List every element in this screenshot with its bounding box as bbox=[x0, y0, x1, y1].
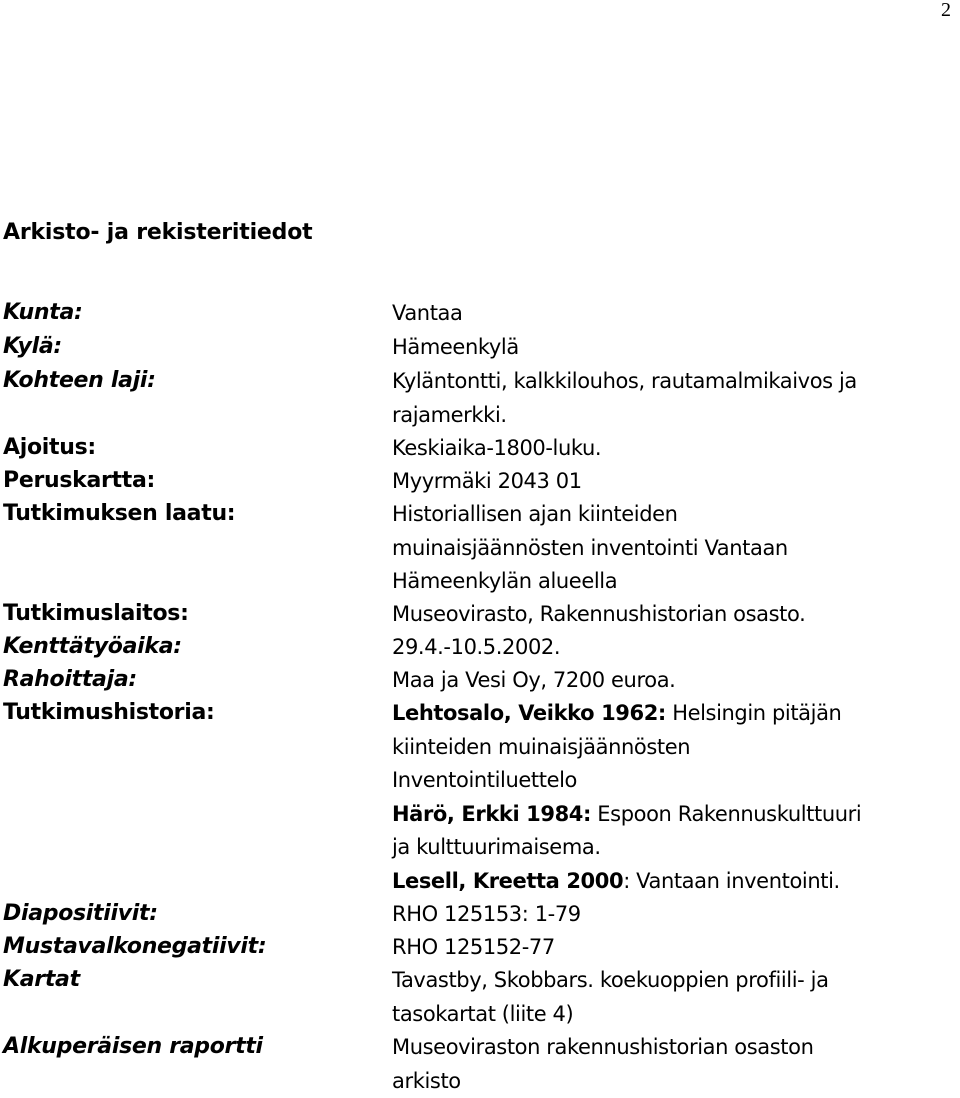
reference-author: Lehtosalo, Veikko 1962: bbox=[392, 701, 666, 725]
field-label: Peruskartta: bbox=[3, 465, 155, 497]
value-line: arkisto bbox=[392, 1065, 960, 1098]
field-value bbox=[392, 697, 960, 898]
value-line: RHO 125152-77 bbox=[392, 931, 960, 965]
field-label: Tutkimushistoria: bbox=[3, 697, 214, 729]
field-value bbox=[392, 432, 960, 466]
field-value bbox=[392, 964, 960, 1031]
value-line: Myyrmäki 2043 01 bbox=[392, 465, 960, 499]
field-value bbox=[392, 331, 960, 365]
value-line: Museoviraston rakennushistorian osaston bbox=[392, 1031, 960, 1065]
field-label: Kartat bbox=[3, 964, 80, 996]
field-value bbox=[392, 1031, 960, 1098]
value-line: kiinteiden muinaisjäännösten bbox=[392, 731, 960, 765]
value-line: muinaisjäännösten inventointi Vantaan bbox=[392, 532, 960, 566]
value-line: 29.4.-10.5.2002. bbox=[392, 631, 960, 665]
value-line: Historiallisen ajan kiinteiden bbox=[392, 498, 960, 532]
field-label: Tutkimuksen laatu: bbox=[3, 498, 235, 530]
value-line: rajamerkki. bbox=[392, 399, 960, 433]
value-line: Maa ja Vesi Oy, 7200 euroa. bbox=[392, 664, 960, 698]
field-value bbox=[392, 365, 960, 432]
value-line: RHO 125153: 1-79 bbox=[392, 898, 960, 932]
value-line: Kyläntontti, kalkkilouhos, rautamalmikaivos ja bbox=[392, 365, 960, 399]
field-label: Diapositiivit: bbox=[3, 898, 158, 930]
field-label: Kohteen laji: bbox=[3, 365, 156, 397]
value-line: Keskiaika-1800-luku. bbox=[392, 432, 960, 466]
reference-entry bbox=[392, 798, 960, 832]
reference-text: Espoon Rakennuskulttuuri bbox=[591, 802, 861, 826]
value-line: tasokartat (liite 4) bbox=[392, 998, 960, 1032]
field-value bbox=[392, 465, 960, 499]
section-heading: Arkisto- ja rekisteritiedot bbox=[3, 218, 312, 248]
field-value bbox=[392, 498, 960, 599]
value-line: Museovirasto, Rakennushistorian osasto. bbox=[392, 598, 960, 632]
reference-text: : Vantaan inventointi. bbox=[623, 869, 840, 893]
value-line: Tavastby, Skobbars. koekuoppien profiili- ja bbox=[392, 964, 960, 998]
field-label: Alkuperäisen raportti bbox=[3, 1031, 263, 1063]
field-value bbox=[392, 931, 960, 965]
field-label: Ajoitus: bbox=[3, 432, 96, 464]
field-value bbox=[392, 297, 960, 331]
value-line: Inventointiluettelo bbox=[392, 764, 960, 798]
value-line: Vantaa bbox=[392, 297, 960, 331]
reference-text: Helsingin pitäjän bbox=[666, 701, 842, 725]
field-value bbox=[392, 631, 960, 665]
field-value bbox=[392, 598, 960, 632]
page-number: 2 bbox=[941, 0, 951, 20]
reference-author: Härö, Erkki 1984: bbox=[392, 802, 591, 826]
field-label: Mustavalkonegatiivit: bbox=[3, 931, 266, 963]
value-line: Hämeenkylän alueella bbox=[392, 565, 960, 599]
field-label: Kunta: bbox=[3, 297, 83, 329]
field-label: Kylä: bbox=[3, 331, 62, 363]
reference-entry bbox=[392, 865, 960, 899]
value-line: Hämeenkylä bbox=[392, 331, 960, 365]
field-label: Rahoittaja: bbox=[3, 664, 137, 696]
field-value bbox=[392, 898, 960, 932]
field-value bbox=[392, 664, 960, 698]
reference-entry bbox=[392, 697, 960, 731]
value-line: ja kulttuurimaisema. bbox=[392, 831, 960, 865]
field-label: Tutkimuslaitos: bbox=[3, 598, 189, 630]
field-label: Kenttätyöaika: bbox=[3, 631, 182, 663]
reference-author: Lesell, Kreetta 2000 bbox=[392, 869, 623, 893]
